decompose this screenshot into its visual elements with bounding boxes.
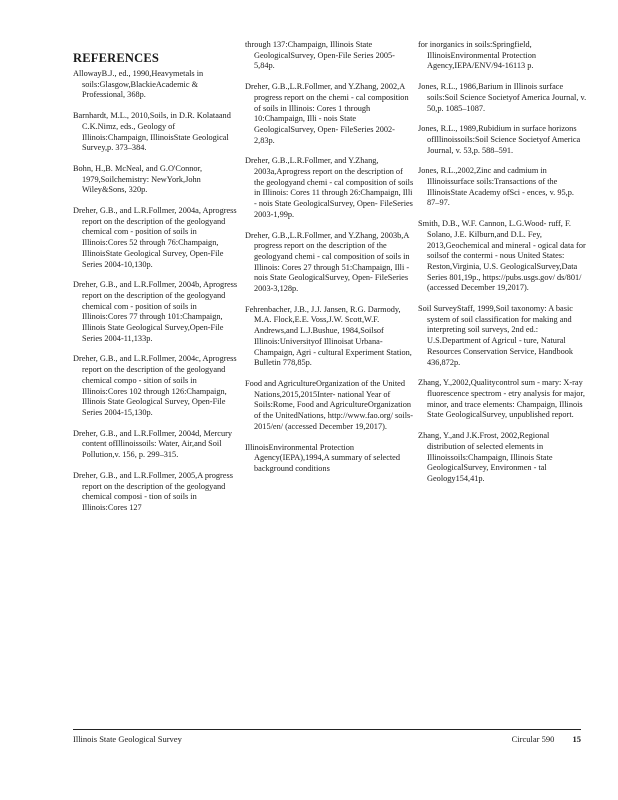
reference-entry: Fehrenbacher, J.B., J.J. Jansen, R.G. Darmody, M.A. Flock,E.E. Voss,J.W. Scott,W.F. Andrews,and L.J.Bushue, 1984,Soilsof Illinois:Universityof Illinoisat Urbana-Champaign, Agri - cultural Experiment Station, Bulletin 778,85p. [245,304,412,368]
references-heading: REFERENCES [73,51,160,65]
reference-entry: Dreher, G.B., and L.R.Follmer, 2004d, Mercury content ofIllinoissoils: Water, Air,and Soil Pollution,v. 156, p. 299–315. [73,428,233,460]
reference-entry: Smith, D.B., W.F. Cannon, L.G.Wood- ruff, F. Solano, J.E. Kilburn,and D.L. Fey, 2013,Geochemical and mineral - ogical data for soilsof the contermi - nous United States: Reston,Virginia, U.S. GeologicalSurvey,Data Series 801,19p., https://pubs.usgs.gov/ ds/801/ (accessed December 19,2017). [418,219,586,293]
page-number: 15 [572,734,581,744]
reference-column-1 [73,69,243,524]
reference-entry: Dreher, G.B.,L.R.Follmer, and Y.Zhang, 2003b,A progress report on the description of the geologyand chemi - cal composition of soils in Illinois: Cores 27 through 51:Champaign, Illi - nois State GeologicalSurvey, Open- FileSeries 2003-3,128p. [245,230,410,294]
reference-entry: Food and AgricultureOrganization of the United Nations,2015,2015Inter- national Year of Soils:Rome, Food and AgricultureOrganization of the UnitedNations, http://www.fao.org/ soils-2015/en/ (accessed December 19,2017). [245,378,414,431]
reference-entry: Jones, R.L., 1989,Rubidium in surface horizons ofIllinoissoils:Soil Science Societyof America Journal, v. 53,p. 588–591. [418,124,581,155]
reference-entry: Dreher, G.B.,L.R.Follmer, and Y.Zhang, 2003a,Aprogress report on the description of the geologyand chemi - cal composition of soils in Illinois: Cores 11 through 26:Champaign, Illi - nois State GeologicalSurvey, Open- FileSeries 2003-1,99p. [245,156,414,219]
reference-entry: Dreher, G.B., and L.R.Follmer, 2004a, Aprogress report on the description of the geologyand chemical com - position of soils in Illinois:Cores 52 through 76:Champaign, IllinoisState Geological Survey, Open-File Series 2004-10,130p. [73,206,237,269]
reference-entry: Zhang, Y.,2002,Qualitycontrol sum - mary: X-ray fluorescence spectrom - etry analysis for major, minor, and trace elements: Champaign, Illinois State GeologicalSurvey, unpublished report. [418,378,585,420]
reference-entry-continued: through 137:Champaign, Illinois State GeologicalSurvey, Open-File Series 2005-5,84p. [245,40,395,71]
footer-series: Circular 590 [511,734,555,744]
footer-right [512,734,581,744]
reference-entry: Dreher, G.B., and L.R.Follmer, 2004b, Aprogress report on the description of the geologyand chemical com - position of soils in Illinois:Cores 77 through 101:Champaign, Illinois State Geological Survey,Open-File Series 2004-11,133p. [73,280,238,343]
reference-entry: Zhang, Y.,and J.K.Frost, 2002,Regional distribution of selected elements in Illinoissoils:Champaign, Illinois State GeologicalSurvey, Environmen - tal Geology154,41p. [418,431,553,483]
reference-entry: Dreher, G.B., and L.R.Follmer, 2005,A progress report on the description of the geologyand chemical composi - tion of soils in Illinois:Cores 127 [73,470,233,512]
reference-entry-continued: for inorganics in soils:Springfield, IllinoisEnvironmental Protection Agency,IEPA/ENV/94-16113 p. [418,40,536,71]
reference-entry: IllinoisEnvironmental Protection Agency(IEPA),1994,A summary of selected background conditions [245,442,401,473]
footer-divider [73,729,581,730]
reference-entry: Jones, R.L.,2002,Zinc and cadmium in Illinoissurface soils:Transactions of the IllinoisState Academy ofSci - ences, v. 95,p. 87–97. [418,166,574,208]
reference-column-2 [245,40,415,485]
reference-entry: Barnhardt, M.L., 2010,Soils, in D.R. Kolataand C.K.Nimz, eds., Geology of Illinois:Champaign, IllinoisState Geological Survey,p. 373–384. [73,111,231,153]
reference-entry: Soil SurveyStaff, 1999,Soil taxonomy: A basic system of soil classification for making and interpreting soil surveys, 2nd ed.: U.S.Department of Agricul - ture, Natural Resources Conservation Service, Handbook 436,872p. [418,304,574,367]
reference-entry: Dreher, G.B.,L.R.Follmer, and Y.Zhang, 2002,A progress report on the chemi - cal composition of soils in Illinois: Cores 1 through 10:Champaign, Illi - nois State GeologicalSurvey, Open- FileSeries 2002-2,83p. [245,82,409,145]
reference-entry: Dreher, G.B., and L.R.Follmer, 2004c, Aprogress report on the description of the geologyand chemical compo - sition of soils in Illinois:Cores 102 through 126:Champaign, Illinois State Geological Survey, Open-File Series 2004-15,130p. [73,354,237,417]
footer-publisher: Illinois State Geological Survey [73,734,182,744]
reference-column-3 [418,40,588,495]
reference-entry: Jones, R.L., 1986,Barium in Illinois surface soils:Soil Science Societyof America Journal, v. 50,p. 1085–1087. [418,82,587,113]
reference-entry: AllowayB.J., ed., 1990,Heavymetals in soils:Glasgow,BlackieAcademic & Professional, 368p. [73,69,204,100]
reference-entry: Bohn, H.,B. McNeal, and G.O'Connor, 1979,Soilchemistry: NewYork,John Wiley&Sons, 320p. [73,163,203,195]
